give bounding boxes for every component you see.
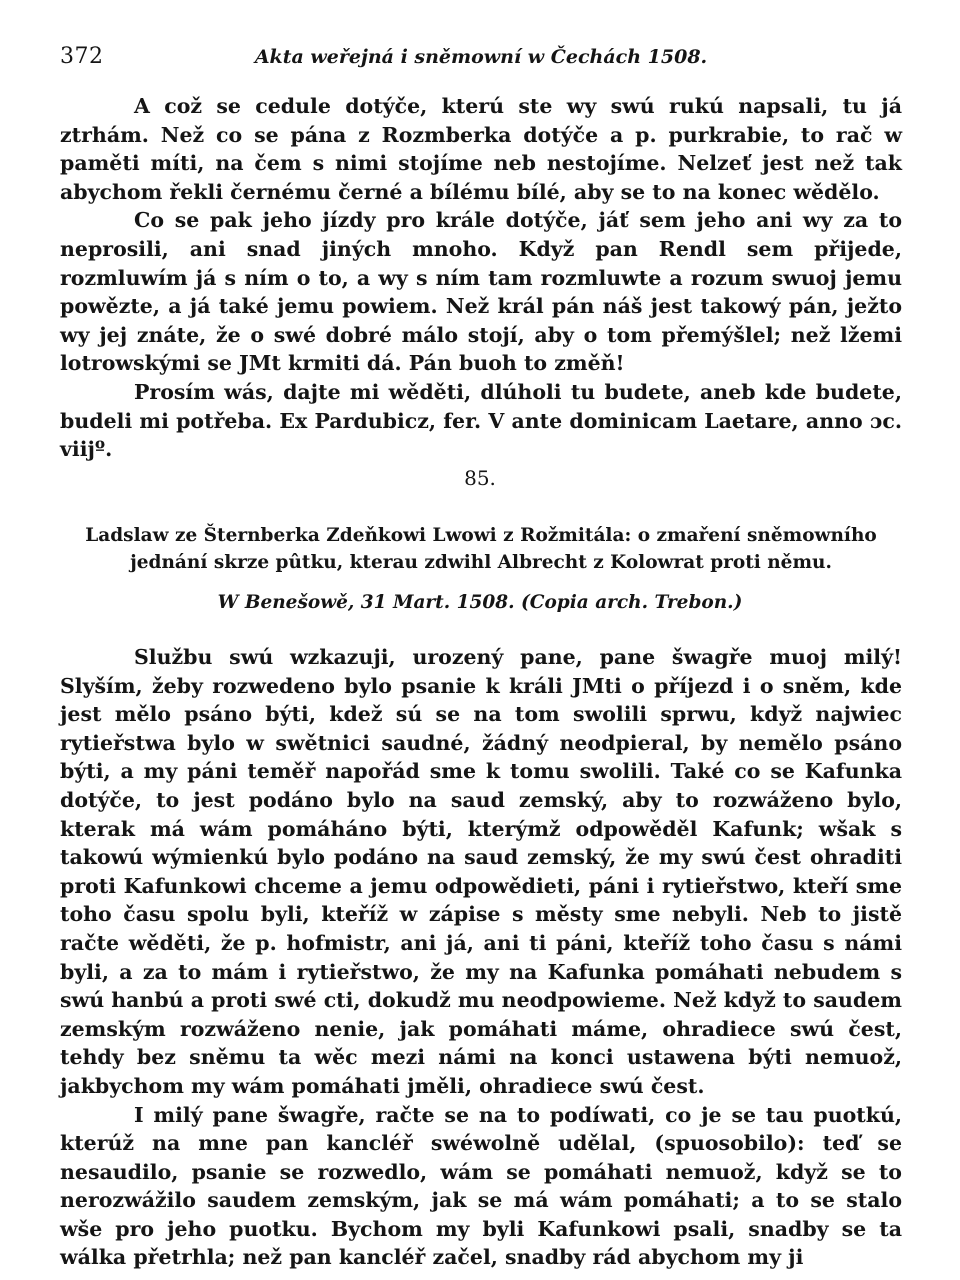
page-number: 372: [60, 44, 104, 69]
running-header: [60, 44, 902, 78]
paragraph: Prosím wás, dajte mi wěděti, dlúholi tu budete, aneb kde budete, budeli mi potřeba. Ex Pardubicz, fer. V ante dominicam Laetare, anno ɔc. viijº.: [60, 379, 902, 462]
paragraph: I milý pane šwagře, račte se na to podíwati, co je se tau puotkú, kterúž na mne pan kancléř swéwolně udělal, (spuosobilo): teď se nesaudilo, psanie se rozwedlo, wám se pomáhati nemuož, když se to nerozwážilo saudem zemským, jak se má wám pomáhati; a to se stalo wše pro jeho puotku. Bychom my byli Kafunkowi psali, snadby se ta wálka přetrhla; než pan kancléř začel, snadby rád abychom my ji: [60, 1102, 902, 1270]
paragraph: A což se cedule dotýče, kterú ste wy swú rukú napsali, tu já ztrhám. Než co se pána z Rozmberka dotýče a p. purkrabie, to rač w paměti míti, na čem s nimi stojíme neb nestojíme. Nelzeť jest než tak abychom řekli černému černé a bílému bílé, aby se to na konec wědělo.: [60, 94, 902, 204]
running-title: Akta weřejná i sněmowní w Čechách 1508.: [254, 46, 708, 68]
document-summary: Ladslaw ze Šternberka Zdeňkowi Lwowi z Rožmitála: o zmaření sněmowního jednání skrze pûtku, kterau zdwihl Albrecht z Kolowrat proti němu.: [85, 525, 877, 573]
document-number: 85.: [464, 466, 496, 490]
document-dateline: W Benešowě, 31 Mart. 1508. (Copia arch. Trebon.): [217, 592, 743, 613]
letter-84-continuation: [60, 92, 902, 464]
paragraph: Co se pak jeho jízdy pro krále dotýče, jáť sem jeho ani wy za to neprosili, ani snad jiných mnoho. Když pan Rendl sem přijede, rozmluwím já s ním o to, a wy s ním tam rozmluwte a rozum swuoj jemu powězte, a já také jemu powiem. Než král pán náš jest takowý pán, ježto wy jej znáte, že o swé dobré málo stojí, aby o tom přemýšlel; než lžemi lotrowskými se JMt krmiti dá. Pán buoh to změň!: [60, 208, 902, 376]
letter-85-body: [60, 643, 902, 1272]
paragraph: Službu swú wzkazuji, urozený pane, pane šwagře muoj milý! Slyším, žeby rozwedeno bylo psanie k králi JMti o příjezd i o sněm, kde jest mělo psáno býti, kdež sú se na tom swolili sprwu, když najwiec rytieřstwa bylo w swětnici saudné, žádný neodpieral, by nemělo psáno býti, a my páni teměř napořád sme k tomu swolili. Také co se Kafunka dotýče, to jest podáno bylo na saud zemský, aby to rozwáženo bylo, kterak má wám pomáháno býti, kterýmž odpowěděl Kafunk; wšak s takowú wýmienkú bylo podáno na saud zemský, že my swú čest ohraditi proti Kafunkowi chceme a jemu odpowědieti, páni i rytieřstwo, kteří sme toho času spolu byli, kteříž w zápise s městy sme nebyli. Neb to jistě račte wěděti, že p. hofmistr, ani já, ani ti páni, kteříž toho času s námi byli, a za to mám i rytieřstwo, že my na Kafunka pomáhati nebudem s swú hanbú a proti swé cti, dokudž mu neodpowieme. Než když to saudem zemským rozwáženo nenie, jak pomáhati máme, ohradiece swú čest, tehdy bez sněmu ta wěc mezi námi na konci ustawena býti nemuož, jakbychom my wám pomáhati jměli, ohradiece swú čest.: [60, 645, 902, 1098]
